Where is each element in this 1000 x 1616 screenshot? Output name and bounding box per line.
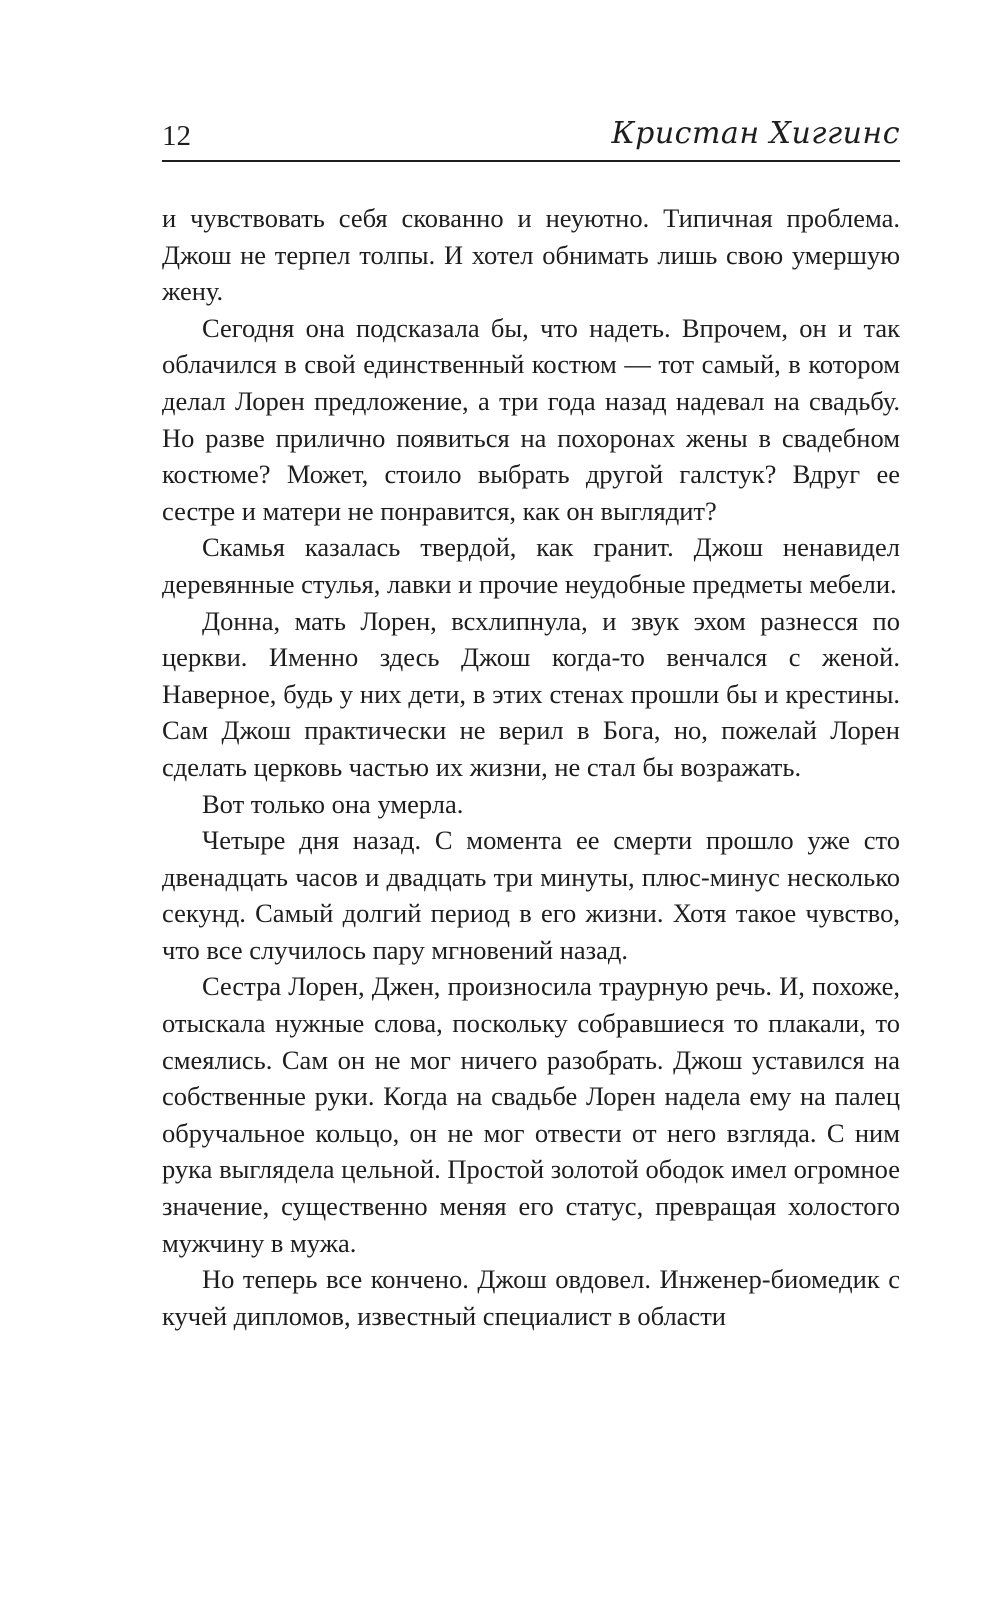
paragraph: Сегодня она подсказала бы, что надеть. Впрочем, он и так облачился в свой единственный костюм — тот самый, в котором делал Лорен предложение, а три года назад надевал на свадьбу. Но разве прилично появиться на похоронах жены в свадебном костюме? Может, стоило выбрать другой галстук? Вдруг ее сестре и матери не понравится, как он выглядит? bbox=[162, 312, 900, 526]
paragraph: Донна, мать Лорен, всхлипнула, и звук эхом разнесся по церкви. Именно здесь Джош когда-то венчался с женой. Наверное, будь у них дети, в этих стенах прошли бы и крестины. Сам Джош практически не верил в Бога, но, пожелай Лорен сделать церковь частью их жизни, не стал бы возражать. bbox=[162, 605, 900, 782]
page-number: 12 bbox=[162, 120, 191, 152]
paragraph: Скамья казалась твердой, как гранит. Джош ненавидел деревянные стулья, лавки и прочие неудобные предметы мебели. bbox=[162, 532, 900, 599]
body-text bbox=[162, 200, 900, 1334]
page-header bbox=[162, 112, 900, 162]
paragraph-continued: и чувствовать себя скованно и неуютно. Типичная проблема. Джош не терпел толпы. И хотел обнимать лишь свою умершую жену. bbox=[162, 203, 900, 307]
paragraph: Но теперь все кончено. Джош овдовел. Инженер-биомедик с кучей дипломов, известный специалист в области bbox=[162, 1264, 900, 1331]
paragraph: Четыре дня назад. С момента ее смерти прошло уже сто двенадцать часов и двадцать три минуты, плюс-минус несколько секунд. Самый долгий период в его жизни. Хотя такое чувство, что все случилось пару мгновений назад. bbox=[162, 825, 900, 965]
running-title-author: Кристан Хиггинс bbox=[611, 116, 900, 151]
paragraph: Вот только она умерла. bbox=[202, 788, 464, 819]
book-page bbox=[162, 0, 900, 1616]
paragraph: Сестра Лорен, Джен, произносила траурную речь. И, похоже, отыскала нужные слова, поскольку собравшиеся то плакали, то смеялись. Сам он не мог ничего разобрать. Джош уставился на собственные руки. Когда на свадьбе Лорен надела ему на палец обручальное кольцо, он не мог отвести от него взгляда. С ним рука выглядела цельной. Простой золотой ободок имел огромное значение, существенно меняя его статус, превращая холостого мужчину в мужа. bbox=[162, 971, 900, 1258]
